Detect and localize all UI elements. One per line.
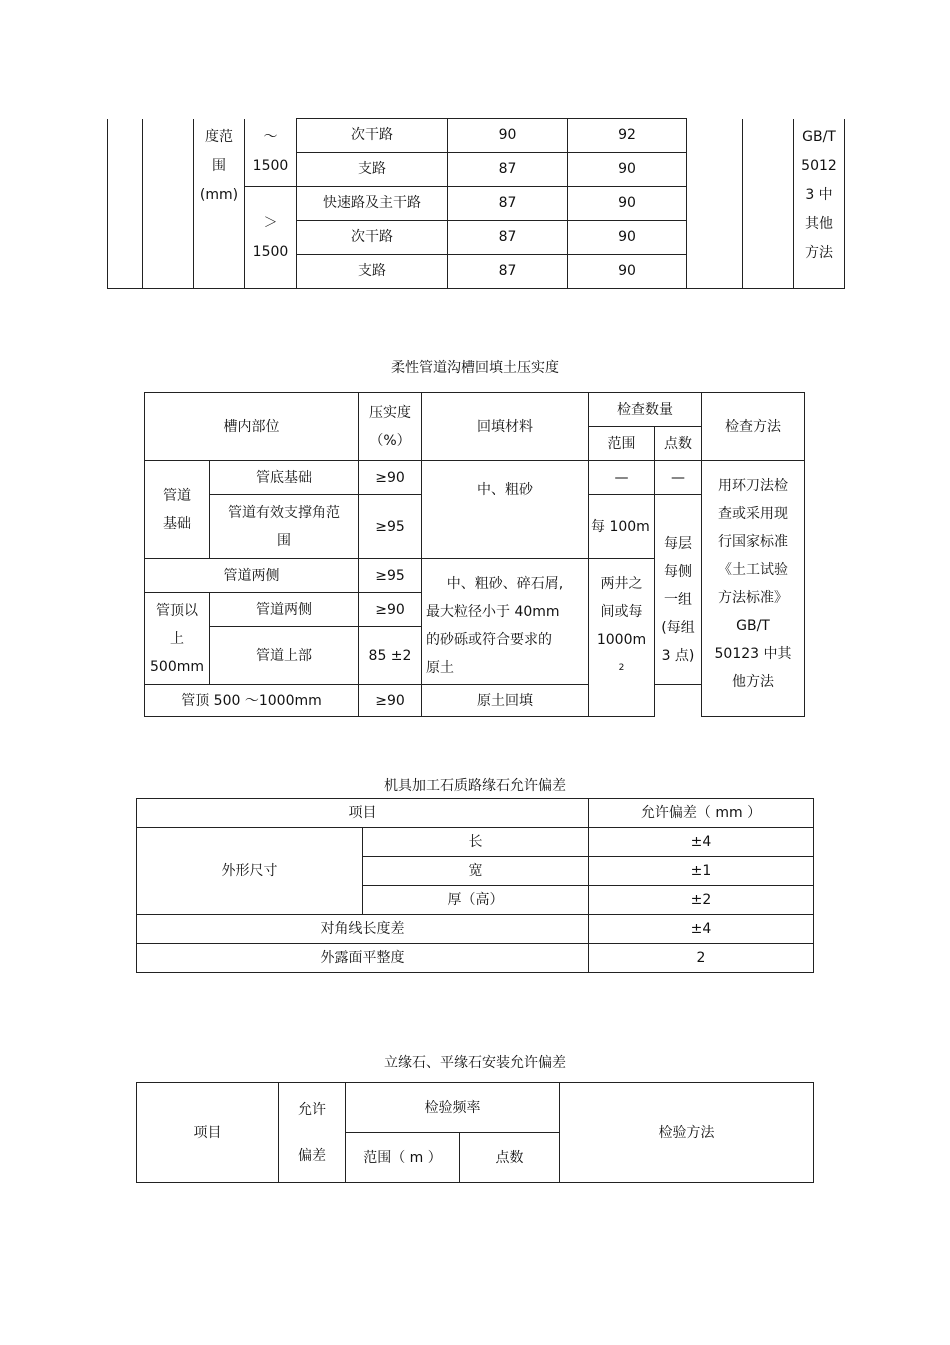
header-deviation: 允许偏差（ mm ） (589, 799, 814, 828)
value-cell: 90 (448, 119, 568, 153)
flatness-label: 外露面平整度 (137, 944, 589, 973)
header-method: 检查方法 (702, 393, 805, 461)
dash-cell: — (655, 461, 702, 495)
value-cell: 85 ±2 (359, 627, 422, 685)
road-type: 快速路及主干路 (297, 187, 448, 221)
allowed-deviation-header: 允许 偏差 (279, 1083, 346, 1183)
value-cell: ≥90 (359, 685, 422, 717)
range-gt-1500: ＞ 1500 (245, 187, 297, 289)
points-header: 点数 (460, 1133, 560, 1183)
diagonal-value: ±4 (589, 915, 814, 944)
value-cell: 92 (568, 119, 687, 153)
blank-cell (108, 119, 143, 289)
road-type: 次干路 (297, 221, 448, 255)
header-range: 范围 (589, 427, 655, 461)
dash-cell: — (589, 461, 655, 495)
value-cell: 90 (568, 255, 687, 289)
dimension-value: ±1 (589, 857, 814, 886)
value-cell: 87 (448, 221, 568, 255)
backfill-compaction-table (144, 392, 805, 717)
value-cell: 87 (448, 255, 568, 289)
header-item: 项目 (137, 799, 589, 828)
header-quantity: 检查数量 (589, 393, 702, 427)
points-text: 每层 每侧 一组 (每组 3 点) (655, 495, 702, 685)
dimension-value: ±4 (589, 828, 814, 857)
outer-size: 外形尺寸 (137, 828, 363, 915)
curb-install-deviation-table (136, 1082, 814, 1183)
material-mixed: 中、粗砂、碎石屑, 最大粒径小于 40mm 的砂砾或符合要求的 原土 (422, 559, 589, 685)
range-header: 范围（ m ） (346, 1133, 460, 1183)
base-support: 管道有效支撑角范 围 (210, 495, 359, 559)
value-cell: ≥95 (359, 559, 422, 593)
method-header: 检验方法 (560, 1083, 814, 1183)
value-cell: ≥95 (359, 495, 422, 559)
value-cell: ≥90 (359, 461, 422, 495)
value-cell: 87 (448, 153, 568, 187)
dimension-value: ±2 (589, 886, 814, 915)
header-compaction: 压实度 （%） (359, 393, 422, 461)
dimension-label: 长 (363, 828, 589, 857)
curb-stone-deviation-table (136, 798, 814, 973)
dimension-label: 宽 (363, 857, 589, 886)
method-cell: GB/T 5012 3 中 其他 方法 (794, 119, 845, 289)
compaction-table-fragment (107, 118, 845, 289)
diagonal-label: 对角线长度差 (137, 915, 589, 944)
material-sand: 中、粗砂 (422, 461, 589, 559)
top-range: 管顶 500 ～1000mm (145, 685, 359, 717)
value-cell: ≥90 (359, 593, 422, 627)
top-upper: 管道上部 (210, 627, 359, 685)
method-text: 用环刀法检 查或采用现 行国家标准 《土工试验 方法标准》 GB/T 50123 中其 他方法 (702, 461, 805, 717)
road-type: 支路 (297, 255, 448, 289)
table2-title: 柔性管道沟槽回填土压实度 (391, 360, 559, 376)
value-cell: 90 (568, 153, 687, 187)
value-cell: 90 (568, 187, 687, 221)
frequency-header: 检验频率 (346, 1083, 560, 1133)
blank-cell (743, 119, 794, 289)
value-cell: 90 (568, 221, 687, 255)
flatness-value: 2 (589, 944, 814, 973)
blank-cell (143, 119, 194, 289)
table4-title: 立缘石、平缘石安装允许偏差 (384, 1055, 566, 1071)
pipe-base-label: 管道 基础 (145, 461, 210, 559)
header-material: 回填材料 (422, 393, 589, 461)
road-type: 支路 (297, 153, 448, 187)
range-le-1500: ～ 1500 (245, 119, 297, 187)
both-sides: 管道两侧 (145, 559, 359, 593)
header-position: 槽内部位 (145, 393, 359, 461)
blank-cell (687, 119, 743, 289)
dimension-label: 厚（高） (363, 886, 589, 915)
range-between: 两井之 间或每 1000m $^2$ (589, 559, 655, 717)
depth-range-label: 度范 围 (mm) (194, 119, 245, 289)
road-type: 次干路 (297, 119, 448, 153)
material-native: 原土回填 (422, 685, 589, 717)
item-header: 项目 (137, 1083, 279, 1183)
top-group-label: 管顶以 上 500mm (145, 593, 210, 685)
value-cell: 87 (448, 187, 568, 221)
base-bottom: 管底基础 (210, 461, 359, 495)
top-sides: 管道两侧 (210, 593, 359, 627)
range-100: 每 100m (589, 495, 655, 559)
table3-title: 机具加工石质路缘石允许偏差 (384, 778, 566, 794)
header-points: 点数 (655, 427, 702, 461)
